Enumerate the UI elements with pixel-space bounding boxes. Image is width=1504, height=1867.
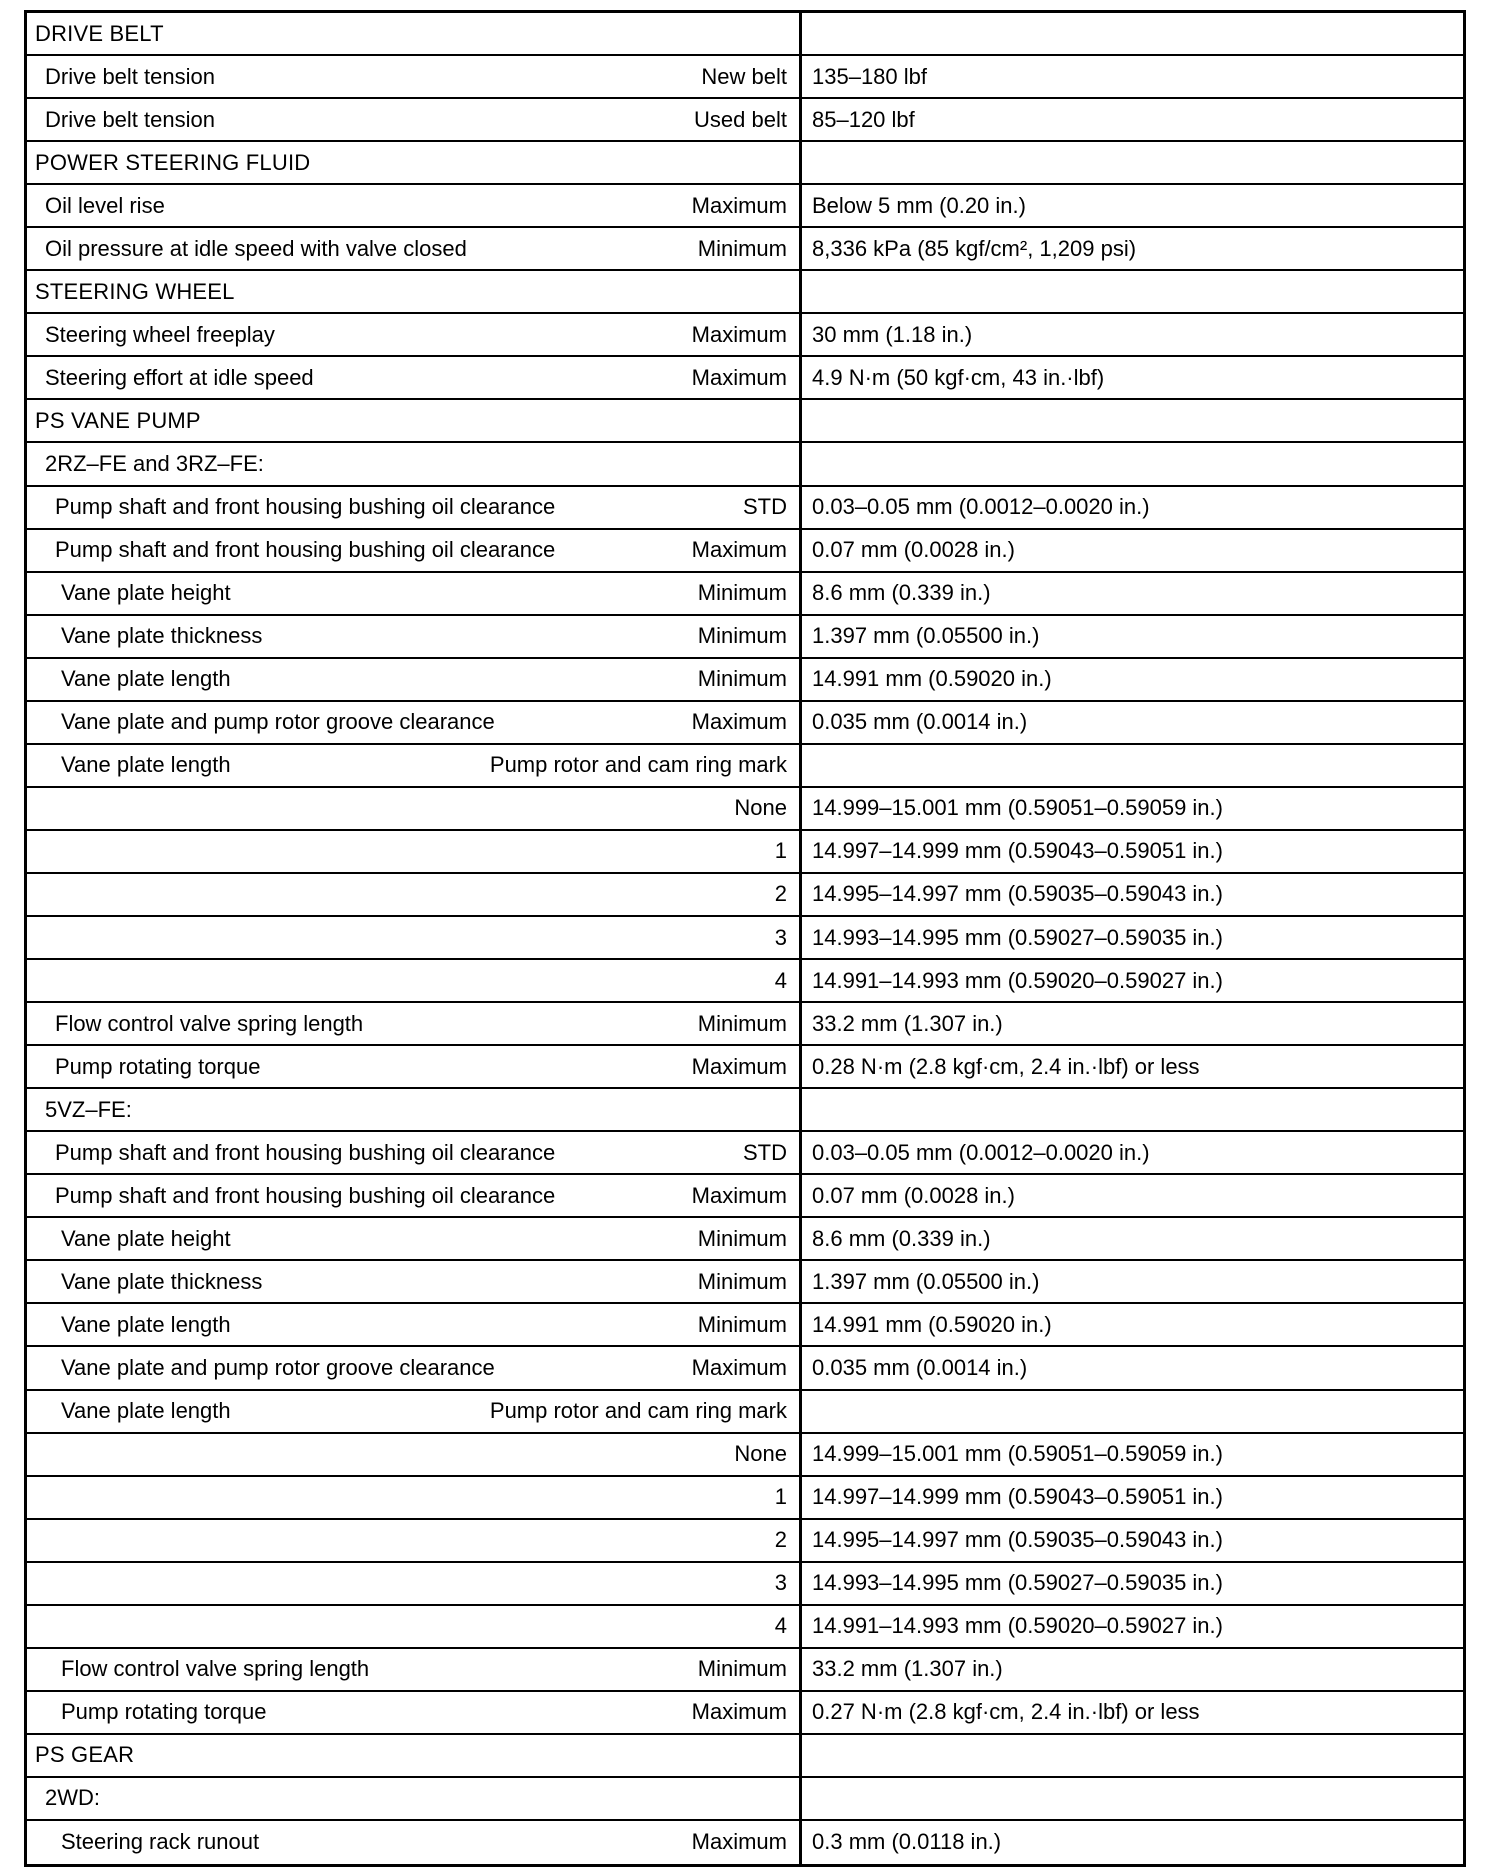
item-cell [27, 788, 802, 829]
item-label: PS GEAR [35, 1742, 135, 1768]
item-label: Vane plate height [61, 580, 231, 606]
condition-label: 4 [774, 967, 787, 993]
condition-label: Maximum [691, 709, 787, 735]
condition-label: 1 [774, 838, 787, 864]
item-cell [27, 443, 802, 484]
item-label: PS VANE PUMP [35, 407, 201, 433]
item-label: DRIVE BELT [35, 20, 164, 46]
table-row [27, 960, 1463, 1003]
item-cell [27, 1391, 802, 1432]
subsection-row [27, 1089, 1463, 1132]
table-row [27, 831, 1463, 874]
spec-value: 0.27 N·m (2.8 kgf·cm, 2.4 in.·lbf) or less [812, 1699, 1200, 1725]
spec-value: 14.991 mm (0.59020 in.) [812, 1311, 1052, 1337]
condition-label: Maximum [691, 1182, 787, 1208]
condition-label: Minimum [697, 666, 787, 692]
item-label: Vane plate length [61, 666, 231, 692]
item-cell [27, 530, 802, 571]
table-row [27, 1649, 1463, 1692]
item-label: Vane plate length [61, 752, 231, 778]
table-row [27, 1563, 1463, 1606]
item-label: Vane plate and pump rotor groove clearance [61, 1354, 495, 1380]
item-label: Vane plate thickness [61, 1268, 263, 1294]
item-label: Steering rack runout [61, 1829, 260, 1855]
spec-value: 33.2 mm (1.307 in.) [812, 1010, 1003, 1036]
condition-label: Minimum [697, 1656, 787, 1682]
table-row [27, 1347, 1463, 1390]
spec-value: 1.397 mm (0.05500 in.) [812, 623, 1040, 649]
condition-label: New belt [701, 63, 787, 89]
item-cell [27, 1046, 802, 1087]
spec-value [802, 271, 1463, 312]
condition-label: Pump rotor and cam ring mark [489, 752, 787, 778]
condition-label: Maximum [691, 1053, 787, 1079]
spec-value: 0.3 mm (0.0118 in.) [812, 1829, 1002, 1855]
spec-value: 14.991–14.993 mm (0.59020–0.59027 in.) [812, 967, 1223, 993]
spec-value: 85–120 lbf [812, 106, 915, 132]
item-label: Vane plate length [61, 1311, 231, 1337]
condition-label: Maximum [691, 364, 787, 390]
item-cell [27, 56, 802, 97]
condition-label: 3 [774, 924, 787, 950]
item-cell [27, 1563, 802, 1604]
item-cell [27, 960, 802, 1001]
item-cell [27, 917, 802, 958]
spec-value: 8.6 mm (0.339 in.) [812, 1225, 991, 1251]
spec-value [802, 400, 1463, 441]
table-row [27, 99, 1463, 142]
subsection-row [27, 443, 1463, 486]
item-label: 2RZ–FE and 3RZ–FE: [45, 450, 264, 476]
condition-label: Minimum [697, 623, 787, 649]
item-cell [27, 13, 802, 54]
item-cell [27, 745, 802, 786]
condition-label: 4 [774, 1613, 787, 1639]
spec-value: 14.993–14.995 mm (0.59027–0.59035 in.) [812, 1570, 1223, 1596]
item-label: Vane plate thickness [61, 623, 263, 649]
item-label: Drive belt tension [45, 106, 215, 132]
section-header-row [27, 142, 1463, 185]
condition-label: None [734, 795, 787, 821]
item-cell [27, 487, 802, 528]
table-row [27, 1434, 1463, 1477]
spec-value: 135–180 lbf [812, 63, 927, 89]
spec-value: 0.03–0.05 mm (0.0012–0.0020 in.) [812, 1139, 1150, 1165]
item-cell [27, 659, 802, 700]
table-row [27, 616, 1463, 659]
section-header-row [27, 1735, 1463, 1778]
item-cell [27, 1347, 802, 1388]
condition-label: STD [743, 494, 787, 520]
item-cell [27, 357, 802, 398]
condition-label: Minimum [697, 1010, 787, 1036]
spec-value: 4.9 N·m (50 kgf·cm, 43 in.·lbf) [812, 364, 1105, 390]
spec-value: 0.035 mm (0.0014 in.) [812, 1354, 1028, 1380]
spec-value: 14.997–14.999 mm (0.59043–0.59051 in.) [812, 1484, 1223, 1510]
item-cell [27, 1477, 802, 1518]
condition-label: Maximum [691, 537, 787, 563]
item-cell [27, 1735, 802, 1776]
spec-value: 14.995–14.997 mm (0.59035–0.59043 in.) [812, 881, 1223, 907]
item-cell [27, 271, 802, 312]
condition-label: Pump rotor and cam ring mark [489, 1398, 787, 1424]
spec-value: 0.07 mm (0.0028 in.) [812, 537, 1015, 563]
item-cell [27, 874, 802, 915]
item-cell [27, 1649, 802, 1690]
condition-label: 2 [774, 1527, 787, 1553]
condition-label: STD [743, 1139, 787, 1165]
condition-label: Maximum [691, 1699, 787, 1725]
table-row [27, 314, 1463, 357]
table-row [27, 917, 1463, 960]
condition-label: None [734, 1441, 787, 1467]
spec-value: 14.997–14.999 mm (0.59043–0.59051 in.) [812, 838, 1223, 864]
item-label: Steering effort at idle speed [45, 364, 314, 390]
item-cell [27, 400, 802, 441]
item-label: Pump rotating torque [61, 1699, 267, 1725]
spec-value [802, 745, 1463, 786]
spec-value: 14.991–14.993 mm (0.59020–0.59027 in.) [812, 1613, 1223, 1639]
item-cell [27, 1434, 802, 1475]
item-label: Steering wheel freeplay [45, 321, 275, 347]
item-cell [27, 142, 802, 183]
table-row [27, 1003, 1463, 1046]
condition-label: Minimum [697, 1225, 787, 1251]
spec-value: Below 5 mm (0.20 in.) [812, 192, 1026, 218]
spec-value: 8,336 kPa (85 kgf/cm², 1,209 psi) [812, 235, 1137, 261]
condition-label: Minimum [697, 580, 787, 606]
item-label: POWER STEERING FLUID [35, 149, 311, 175]
table-row [27, 1520, 1463, 1563]
table-row [27, 1046, 1463, 1089]
table-row [27, 659, 1463, 702]
item-label: Flow control valve spring length [61, 1656, 370, 1682]
table-row [27, 702, 1463, 745]
condition-label: Minimum [697, 1311, 787, 1337]
item-cell [27, 1089, 802, 1130]
item-label: Oil level rise [45, 192, 165, 218]
table-row [27, 530, 1463, 573]
item-cell [27, 831, 802, 872]
table-row [27, 185, 1463, 228]
table-row [27, 1391, 1463, 1434]
item-cell [27, 616, 802, 657]
table-row [27, 1692, 1463, 1735]
item-cell [27, 1003, 802, 1044]
table-row [27, 1477, 1463, 1520]
item-label: Pump shaft and front housing bushing oil clearance [55, 1139, 556, 1165]
spec-value: 33.2 mm (1.307 in.) [812, 1656, 1003, 1682]
item-cell [27, 1606, 802, 1647]
spec-value [802, 1735, 1463, 1776]
table-row [27, 874, 1463, 917]
spec-value: 1.397 mm (0.05500 in.) [812, 1268, 1040, 1294]
spec-value: 0.07 mm (0.0028 in.) [812, 1182, 1015, 1208]
spec-value: 14.995–14.997 mm (0.59035–0.59043 in.) [812, 1527, 1223, 1553]
section-header-row [27, 13, 1463, 56]
item-label: Oil pressure at idle speed with valve closed [45, 235, 467, 261]
spec-value [802, 142, 1463, 183]
table-row [27, 1132, 1463, 1175]
item-label: Pump shaft and front housing bushing oil clearance [55, 494, 556, 520]
item-label: 5VZ–FE: [45, 1096, 132, 1122]
item-cell [27, 99, 802, 140]
table-row [27, 56, 1463, 99]
spec-value: 14.993–14.995 mm (0.59027–0.59035 in.) [812, 924, 1223, 950]
item-cell [27, 1520, 802, 1561]
item-label: Vane plate length [61, 1398, 231, 1424]
table-row [27, 357, 1463, 400]
specification-table [24, 10, 1466, 1867]
condition-label: Maximum [691, 1354, 787, 1380]
spec-value: 0.035 mm (0.0014 in.) [812, 709, 1028, 735]
table-row [27, 1261, 1463, 1304]
item-cell [27, 314, 802, 355]
condition-label: 2 [774, 881, 787, 907]
table-row [27, 788, 1463, 831]
table-row [27, 487, 1463, 530]
item-label: Flow control valve spring length [55, 1010, 364, 1036]
spec-value: 0.03–0.05 mm (0.0012–0.0020 in.) [812, 494, 1150, 520]
spec-value: 14.991 mm (0.59020 in.) [812, 666, 1052, 692]
spec-value [802, 1089, 1463, 1130]
spec-value [802, 13, 1463, 54]
table-row [27, 1304, 1463, 1347]
item-cell [27, 228, 802, 269]
spec-value: 0.28 N·m (2.8 kgf·cm, 2.4 in.·lbf) or less [812, 1053, 1200, 1079]
item-label: Pump rotating torque [55, 1053, 261, 1079]
condition-label: Minimum [697, 1268, 787, 1294]
condition-label: Maximum [691, 1829, 787, 1855]
table-row [27, 573, 1463, 616]
section-header-row [27, 271, 1463, 314]
spec-value [802, 1391, 1463, 1432]
condition-label: Minimum [697, 235, 787, 261]
item-cell [27, 185, 802, 226]
item-label: STEERING WHEEL [35, 278, 235, 304]
item-label: 2WD: [45, 1785, 100, 1811]
table-row [27, 1218, 1463, 1261]
item-label: Vane plate and pump rotor groove clearance [61, 709, 495, 735]
item-label: Pump shaft and front housing bushing oil clearance [55, 537, 556, 563]
spec-value: 14.999–15.001 mm (0.59051–0.59059 in.) [812, 1441, 1223, 1467]
spec-value [802, 443, 1463, 484]
spec-value: 8.6 mm (0.339 in.) [812, 580, 991, 606]
spec-value: 14.999–15.001 mm (0.59051–0.59059 in.) [812, 795, 1223, 821]
item-cell [27, 573, 802, 614]
item-cell [27, 1218, 802, 1259]
condition-label: 1 [774, 1484, 787, 1510]
table-row [27, 1606, 1463, 1649]
item-cell [27, 1132, 802, 1173]
table-row [27, 228, 1463, 271]
condition-label: Maximum [691, 321, 787, 347]
spec-value [802, 1778, 1463, 1819]
subsection-row [27, 1778, 1463, 1821]
condition-label: 3 [774, 1570, 787, 1596]
item-cell [27, 1261, 802, 1302]
item-cell [27, 1175, 802, 1216]
item-label: Drive belt tension [45, 63, 215, 89]
spec-value: 30 mm (1.18 in.) [812, 321, 973, 347]
table-row [27, 1175, 1463, 1218]
section-header-row [27, 400, 1463, 443]
table-row [27, 745, 1463, 788]
item-cell [27, 702, 802, 743]
item-label: Vane plate height [61, 1225, 231, 1251]
condition-label: Used belt [694, 106, 787, 132]
item-cell [27, 1692, 802, 1733]
condition-label: Maximum [691, 192, 787, 218]
item-label: Pump shaft and front housing bushing oil clearance [55, 1182, 556, 1208]
item-cell [27, 1304, 802, 1345]
item-cell [27, 1778, 802, 1819]
